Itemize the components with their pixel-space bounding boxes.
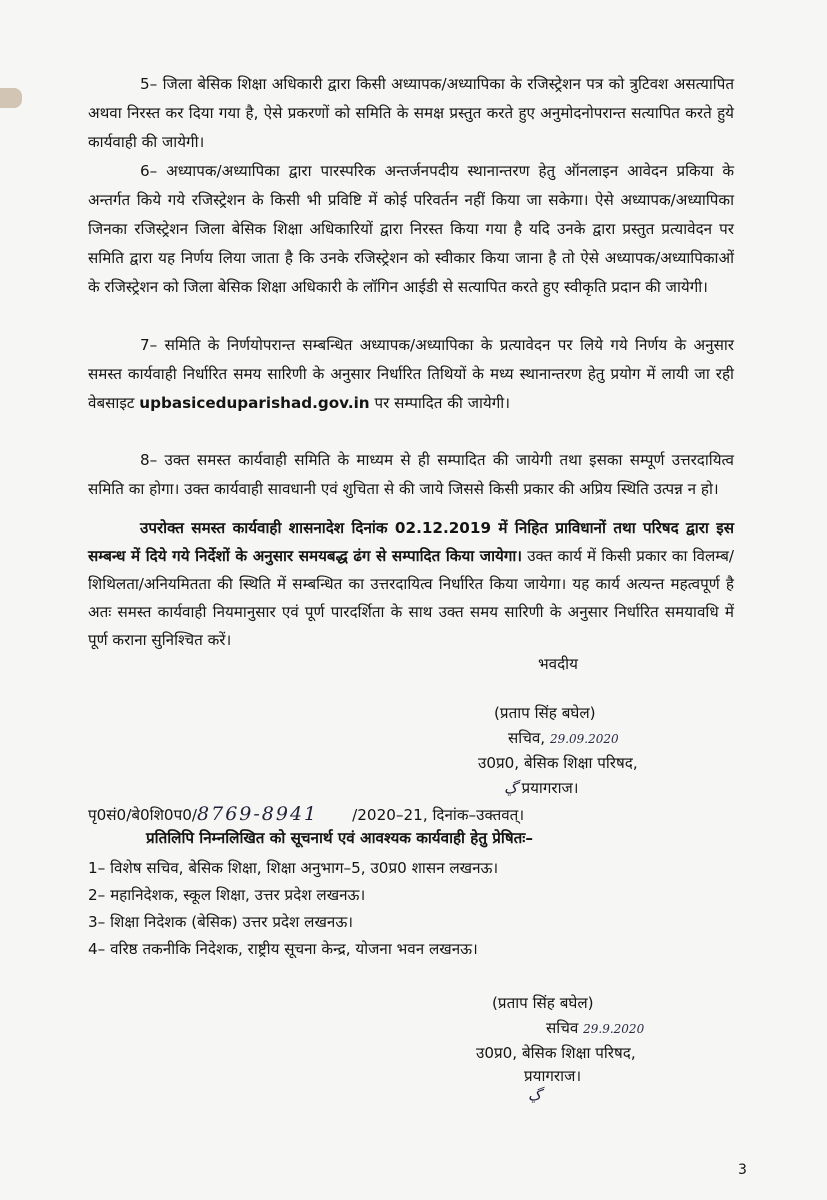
closing-text: उक्त कार्य में किसी प्रकार का विलम्ब/शिथिलता/अनियमितता की स्थिति में सम्बन्धित का उत्तरदायित्व निर्धारित किया जायेगा। यह कार्य अत्यन्त महत्वपूर्ण है अतः समस्त कार्यवाही नियमानुसार एवं पूर्ण पारदर्शिता के साथ उक्त समय सारिणी के अनुसार निर्धारित समयावधि में पूर्ण कराना सुनिश्चित करें। <box>88 547 734 649</box>
reference-line <box>88 803 524 825</box>
copy-item-3: 3– शिक्षा निदेशक (बेसिक) उत्तर प्रदेश लखनऊ। <box>88 913 354 931</box>
designation-label: सचिव, <box>508 729 546 747</box>
paragraph-7-text: 7– समिति के निर्णयोपरान्त सम्बन्धित अध्यापक/अध्यापिका के प्रत्यावेदन पर लिये गये निर्णय के अनुसार समस्त कार्यवाही निर्धारित समय सारिणी के अनुसार निर्धारित तिथियों के मध्य स्थानान्तरण हेतु प्रयोग में लायी जा रही वेबसाइट <box>88 336 734 412</box>
reference-prefix: पृ0सं0/बे0शि0प0/ <box>88 806 198 824</box>
signatory-office: उ0प्र0, बेसिक शिक्षा परिषद, <box>478 754 638 772</box>
salutation: भवदीय <box>538 655 578 673</box>
website-url: upbasiceduparishad.gov.in <box>139 394 370 412</box>
signatory-city-2: प्रयागराज। <box>524 1067 582 1085</box>
signatory-name-2: (प्रताप सिंह बघेल) <box>492 994 594 1012</box>
reference-number: 8769-8941 <box>197 803 319 825</box>
handwritten-date: 29.09.2020 <box>549 732 619 746</box>
copy-item-1: 1– विशेष सचिव, बेसिक शिक्षा, शिक्षा अनुभाग–5, उ0प्र0 शासन लखनऊ। <box>88 859 499 877</box>
designation-label-2: सचिव <box>546 1019 579 1037</box>
signatory-designation <box>508 728 619 748</box>
closing-paragraph <box>88 514 734 654</box>
initials-mark-icon: ڲ <box>504 779 518 797</box>
signatory-office-2: उ0प्र0, बेसिक शिक्षा परिषद, <box>476 1044 636 1062</box>
reference-suffix: /2020–21, दिनांक–उक्तवत्। <box>352 806 525 824</box>
paragraph-7 <box>88 331 734 418</box>
signatory-name: (प्रताप सिंह बघेल) <box>494 704 596 722</box>
paragraph-8: 8– उक्त समस्त कार्यवाही समिति के माध्यम से ही सम्पादित की जायेगी तथा इसका सम्पूर्ण उत्तरदायित्व समिति का होगा। उक्त कार्यवाही सावधानी एवं शुचिता से की जाये जिससे किसी प्रकार की अप्रिय स्थिति उत्पन्न न हो। <box>88 451 734 498</box>
city-label: प्रयागराज। <box>521 779 579 797</box>
paragraph-7-tail: पर सम्पादित की जायेगी। <box>369 394 510 412</box>
paragraph-5: 5– जिला बेसिक शिक्षा अधिकारी द्वारा किसी अध्यापक/अध्यापिका के रजिस्ट्रेशन पत्र को त्रुटिवश असत्यापित अथवा निरस्त कर दिया गया है, ऐसे प्रकरणों को समिति के समक्ष प्रस्तुत करते हुए अनुमोदनोपरान्त सत्यापित करते हुये कार्यवाही की जायेगी। <box>88 75 734 151</box>
initials-mark-icon-2: ڲ <box>528 1086 542 1104</box>
signatory-designation-2 <box>546 1018 644 1038</box>
page-number: 3 <box>738 1162 747 1178</box>
page-edge-mark <box>0 88 22 108</box>
copy-item-2: 2– महानिदेशक, स्कूल शिक्षा, उत्तर प्रदेश लखनऊ। <box>88 886 366 904</box>
handwritten-date-2: 29.9.2020 <box>583 1022 645 1036</box>
initials-mark-2 <box>528 1086 545 1104</box>
paragraph-6: 6– अध्यापक/अध्यापिका द्वारा पारस्परिक अन्तर्जनपदीय स्थानान्तरण हेतु ऑनलाइन आवेदन प्रकिया के अन्तर्गत किये गये रजिस्ट्रेशन के किसी भी प्रविष्टि में कोई परिवर्तन नहीं किया जा सकेगा। ऐसे अध्यापक/अध्यापिका जिनका रजिस्ट्रेशन जिला बेसिक शिक्षा अधिकारियों द्वारा निरस्त किया गया है यदि उनके द्वारा प्रस्तुत प्रत्यावेदन पर समिति द्वारा यह निर्णय लिया जाता है कि उनके रजिस्ट्रेशन को स्वीकार किया जाना है तो ऐसे अध्यापक/अध्यापिकाओं के रजिस्ट्रेशन को जिला बेसिक शिक्षा अधिकारी के लॉगिन आईडी से सत्यापित करते हुए स्वीकृति प्रदान की जायेगी। <box>88 162 734 296</box>
signatory-city <box>504 778 579 798</box>
copy-item-4: 4– वरिष्ठ तकनीकि निदेशक, राष्ट्रीय सूचना केन्द्र, योजना भवन लखनऊ। <box>88 940 478 958</box>
copy-heading: प्रतिलिपि निम्नलिखित को सूचनार्थ एवं आवश्यक कार्यवाही हेतु प्रेषितः– <box>146 829 533 847</box>
closing-bold-text: उपरोक्त समस्त कार्यवाही शासनादेश दिनांक 02.12.2019 में निहित प्राविधानों तथा परिषद द्वारा इस सम्बन्ध में दिये गये निर्देशों के अनुसार समयबद्ध ढंग से सम्पादित किया जायेगा। <box>88 519 734 565</box>
